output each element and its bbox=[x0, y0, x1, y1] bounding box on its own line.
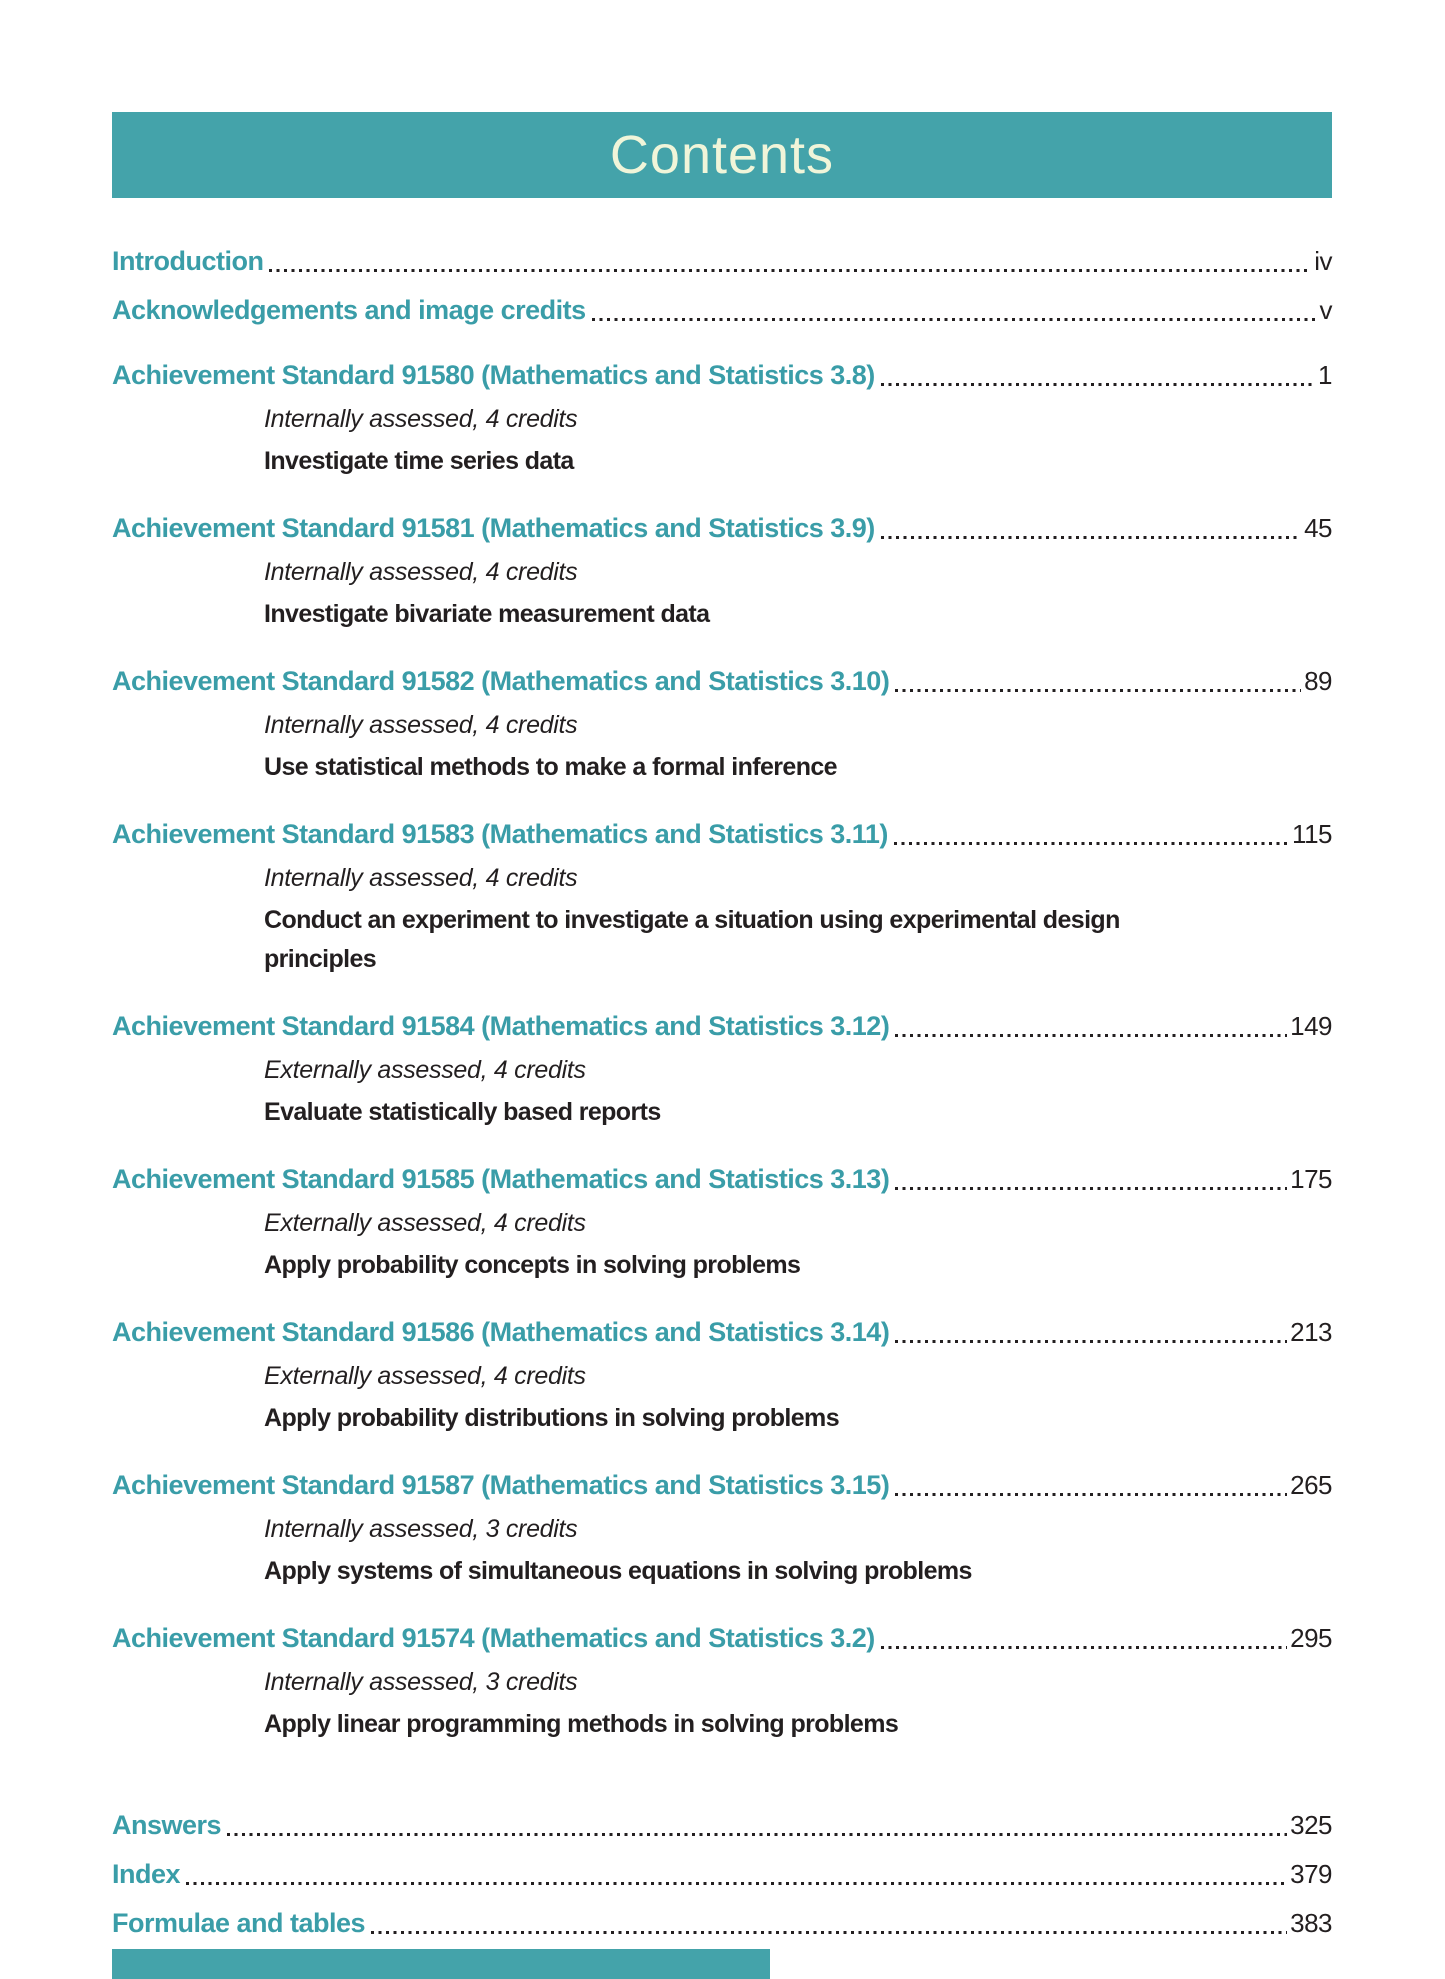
dotted-leader bbox=[895, 1187, 1287, 1190]
toc-entry-page-number: 265 bbox=[1290, 1470, 1332, 1500]
toc-entry bbox=[112, 1468, 1332, 1591]
toc-entry-page-number: 1 bbox=[1318, 360, 1332, 390]
toc-entry-row bbox=[112, 1808, 1332, 1843]
contents-banner bbox=[112, 112, 1332, 198]
toc-entry bbox=[112, 244, 1332, 279]
toc-entry bbox=[112, 664, 1332, 787]
toc-entry-description: Apply linear programming methods in solving problems bbox=[264, 1710, 899, 1738]
toc-entry-row bbox=[112, 1315, 1332, 1350]
toc-entry-title: Index bbox=[112, 1859, 181, 1889]
dotted-leader bbox=[881, 383, 1315, 386]
toc-entry-page-number: 383 bbox=[1290, 1908, 1332, 1938]
toc-entry-assessment: Externally assessed, 4 credits bbox=[264, 1209, 586, 1237]
toc-entry-title: Achievement Standard 91585 (Mathematics and Statistics 3.13) bbox=[112, 1164, 890, 1194]
toc-entry-page-number: v bbox=[1319, 295, 1332, 325]
toc-entry-description: Apply systems of simultaneous equations in solving problems bbox=[264, 1557, 972, 1585]
toc-entry-assessment: Externally assessed, 4 credits bbox=[264, 1362, 586, 1390]
toc-entry-page-number: 149 bbox=[1290, 1011, 1332, 1041]
toc-entry-page-number: 213 bbox=[1290, 1317, 1332, 1347]
toc-entry-assessment: Internally assessed, 4 credits bbox=[264, 864, 578, 892]
dotted-leader bbox=[592, 318, 1317, 321]
toc-entry-title: Achievement Standard 91581 (Mathematics and Statistics 3.9) bbox=[112, 513, 875, 543]
toc-entry-page-number: 45 bbox=[1304, 513, 1332, 543]
toc-entry-row bbox=[112, 817, 1332, 852]
toc-entry-row bbox=[112, 1162, 1332, 1197]
dotted-leader bbox=[186, 1882, 1287, 1885]
toc-entry-title: Achievement Standard 91582 (Mathematics and Statistics 3.10) bbox=[112, 666, 890, 696]
toc-entry bbox=[112, 358, 1332, 481]
toc-entry-assessment: Internally assessed, 4 credits bbox=[264, 711, 578, 739]
toc-entry-title: Answers bbox=[112, 1810, 222, 1840]
toc-entry-assessment: Internally assessed, 4 credits bbox=[264, 558, 578, 586]
toc-entry-title: Achievement Standard 91586 (Mathematics and Statistics 3.14) bbox=[112, 1317, 890, 1347]
toc-entry bbox=[112, 511, 1332, 634]
toc-entry-row bbox=[112, 1906, 1332, 1941]
toc-entry bbox=[112, 1009, 1332, 1132]
toc-entry-title: Achievement Standard 91587 (Mathematics and Statistics 3.15) bbox=[112, 1470, 890, 1500]
toc-entry-row bbox=[112, 358, 1332, 393]
dotted-leader bbox=[269, 269, 1311, 272]
toc-entry-page-number: 115 bbox=[1292, 819, 1332, 849]
dotted-leader bbox=[895, 1340, 1287, 1343]
dotted-leader bbox=[371, 1931, 1287, 1934]
page-title: Contents bbox=[609, 125, 835, 185]
toc-entry-assessment: Internally assessed, 4 credits bbox=[264, 405, 578, 433]
toc-entry-title: Achievement Standard 91584 (Mathematics and Statistics 3.12) bbox=[112, 1011, 890, 1041]
dotted-leader bbox=[895, 689, 1301, 692]
dotted-leader bbox=[881, 1646, 1287, 1649]
toc-entry bbox=[112, 1162, 1332, 1285]
dotted-leader bbox=[895, 1034, 1287, 1037]
toc-entry-description: Conduct an experiment to investigate a situation using experimental design principles bbox=[264, 906, 1120, 973]
toc-entry-page-number: 325 bbox=[1290, 1810, 1332, 1840]
footer-accent-bar bbox=[112, 1949, 770, 1979]
toc-entry-description: Investigate bivariate measurement data bbox=[264, 600, 710, 628]
dotted-leader bbox=[881, 536, 1301, 539]
toc-entry-row bbox=[112, 1857, 1332, 1892]
toc-entry bbox=[112, 1808, 1332, 1843]
toc-entry-assessment: Internally assessed, 3 credits bbox=[264, 1515, 578, 1543]
toc-entry-page-number: 175 bbox=[1290, 1164, 1332, 1194]
toc-entry bbox=[112, 1621, 1332, 1744]
toc-entry-title: Achievement Standard 91580 (Mathematics and Statistics 3.8) bbox=[112, 360, 875, 390]
toc-entry-title: Introduction bbox=[112, 246, 264, 276]
toc-entry-title: Acknowledgements and image credits bbox=[112, 295, 586, 325]
toc-entry-page-number: 295 bbox=[1290, 1623, 1332, 1653]
toc-entry-row bbox=[112, 1468, 1332, 1503]
toc-entry bbox=[112, 817, 1332, 979]
dotted-leader bbox=[227, 1833, 1287, 1836]
toc-entry-description: Evaluate statistically based reports bbox=[264, 1098, 661, 1126]
toc-entry-row bbox=[112, 1009, 1332, 1044]
dotted-leader bbox=[895, 1493, 1287, 1496]
toc-entry-assessment: Externally assessed, 4 credits bbox=[264, 1056, 586, 1084]
toc-entry-description: Apply probability distributions in solving problems bbox=[264, 1404, 839, 1432]
toc-entry bbox=[112, 1906, 1332, 1941]
toc-entry-title: Achievement Standard 91574 (Mathematics and Statistics 3.2) bbox=[112, 1623, 875, 1653]
toc-entry-assessment: Internally assessed, 3 credits bbox=[264, 1668, 578, 1696]
toc-entry-page-number: iv bbox=[1314, 246, 1332, 276]
toc-entry-page-number: 379 bbox=[1290, 1859, 1332, 1889]
table-of-contents bbox=[112, 244, 1332, 1941]
toc-entry-row bbox=[112, 293, 1332, 328]
dotted-leader bbox=[894, 842, 1289, 845]
toc-entry-page-number: 89 bbox=[1304, 666, 1332, 696]
toc-entry-title: Formulae and tables bbox=[112, 1908, 366, 1938]
toc-entry bbox=[112, 293, 1332, 328]
toc-entry-description: Use statistical methods to make a formal inference bbox=[264, 753, 837, 781]
contents-page bbox=[112, 112, 1332, 1955]
toc-entry-row bbox=[112, 664, 1332, 699]
toc-entry-row bbox=[112, 244, 1332, 279]
toc-entry-row bbox=[112, 511, 1332, 546]
toc-entry bbox=[112, 1315, 1332, 1438]
toc-entry-row bbox=[112, 1621, 1332, 1656]
toc-entry-title: Achievement Standard 91583 (Mathematics and Statistics 3.11) bbox=[112, 819, 888, 849]
toc-entry-description: Apply probability concepts in solving problems bbox=[264, 1251, 801, 1279]
toc-entry-description: Investigate time series data bbox=[264, 447, 574, 475]
toc-entry bbox=[112, 1857, 1332, 1892]
